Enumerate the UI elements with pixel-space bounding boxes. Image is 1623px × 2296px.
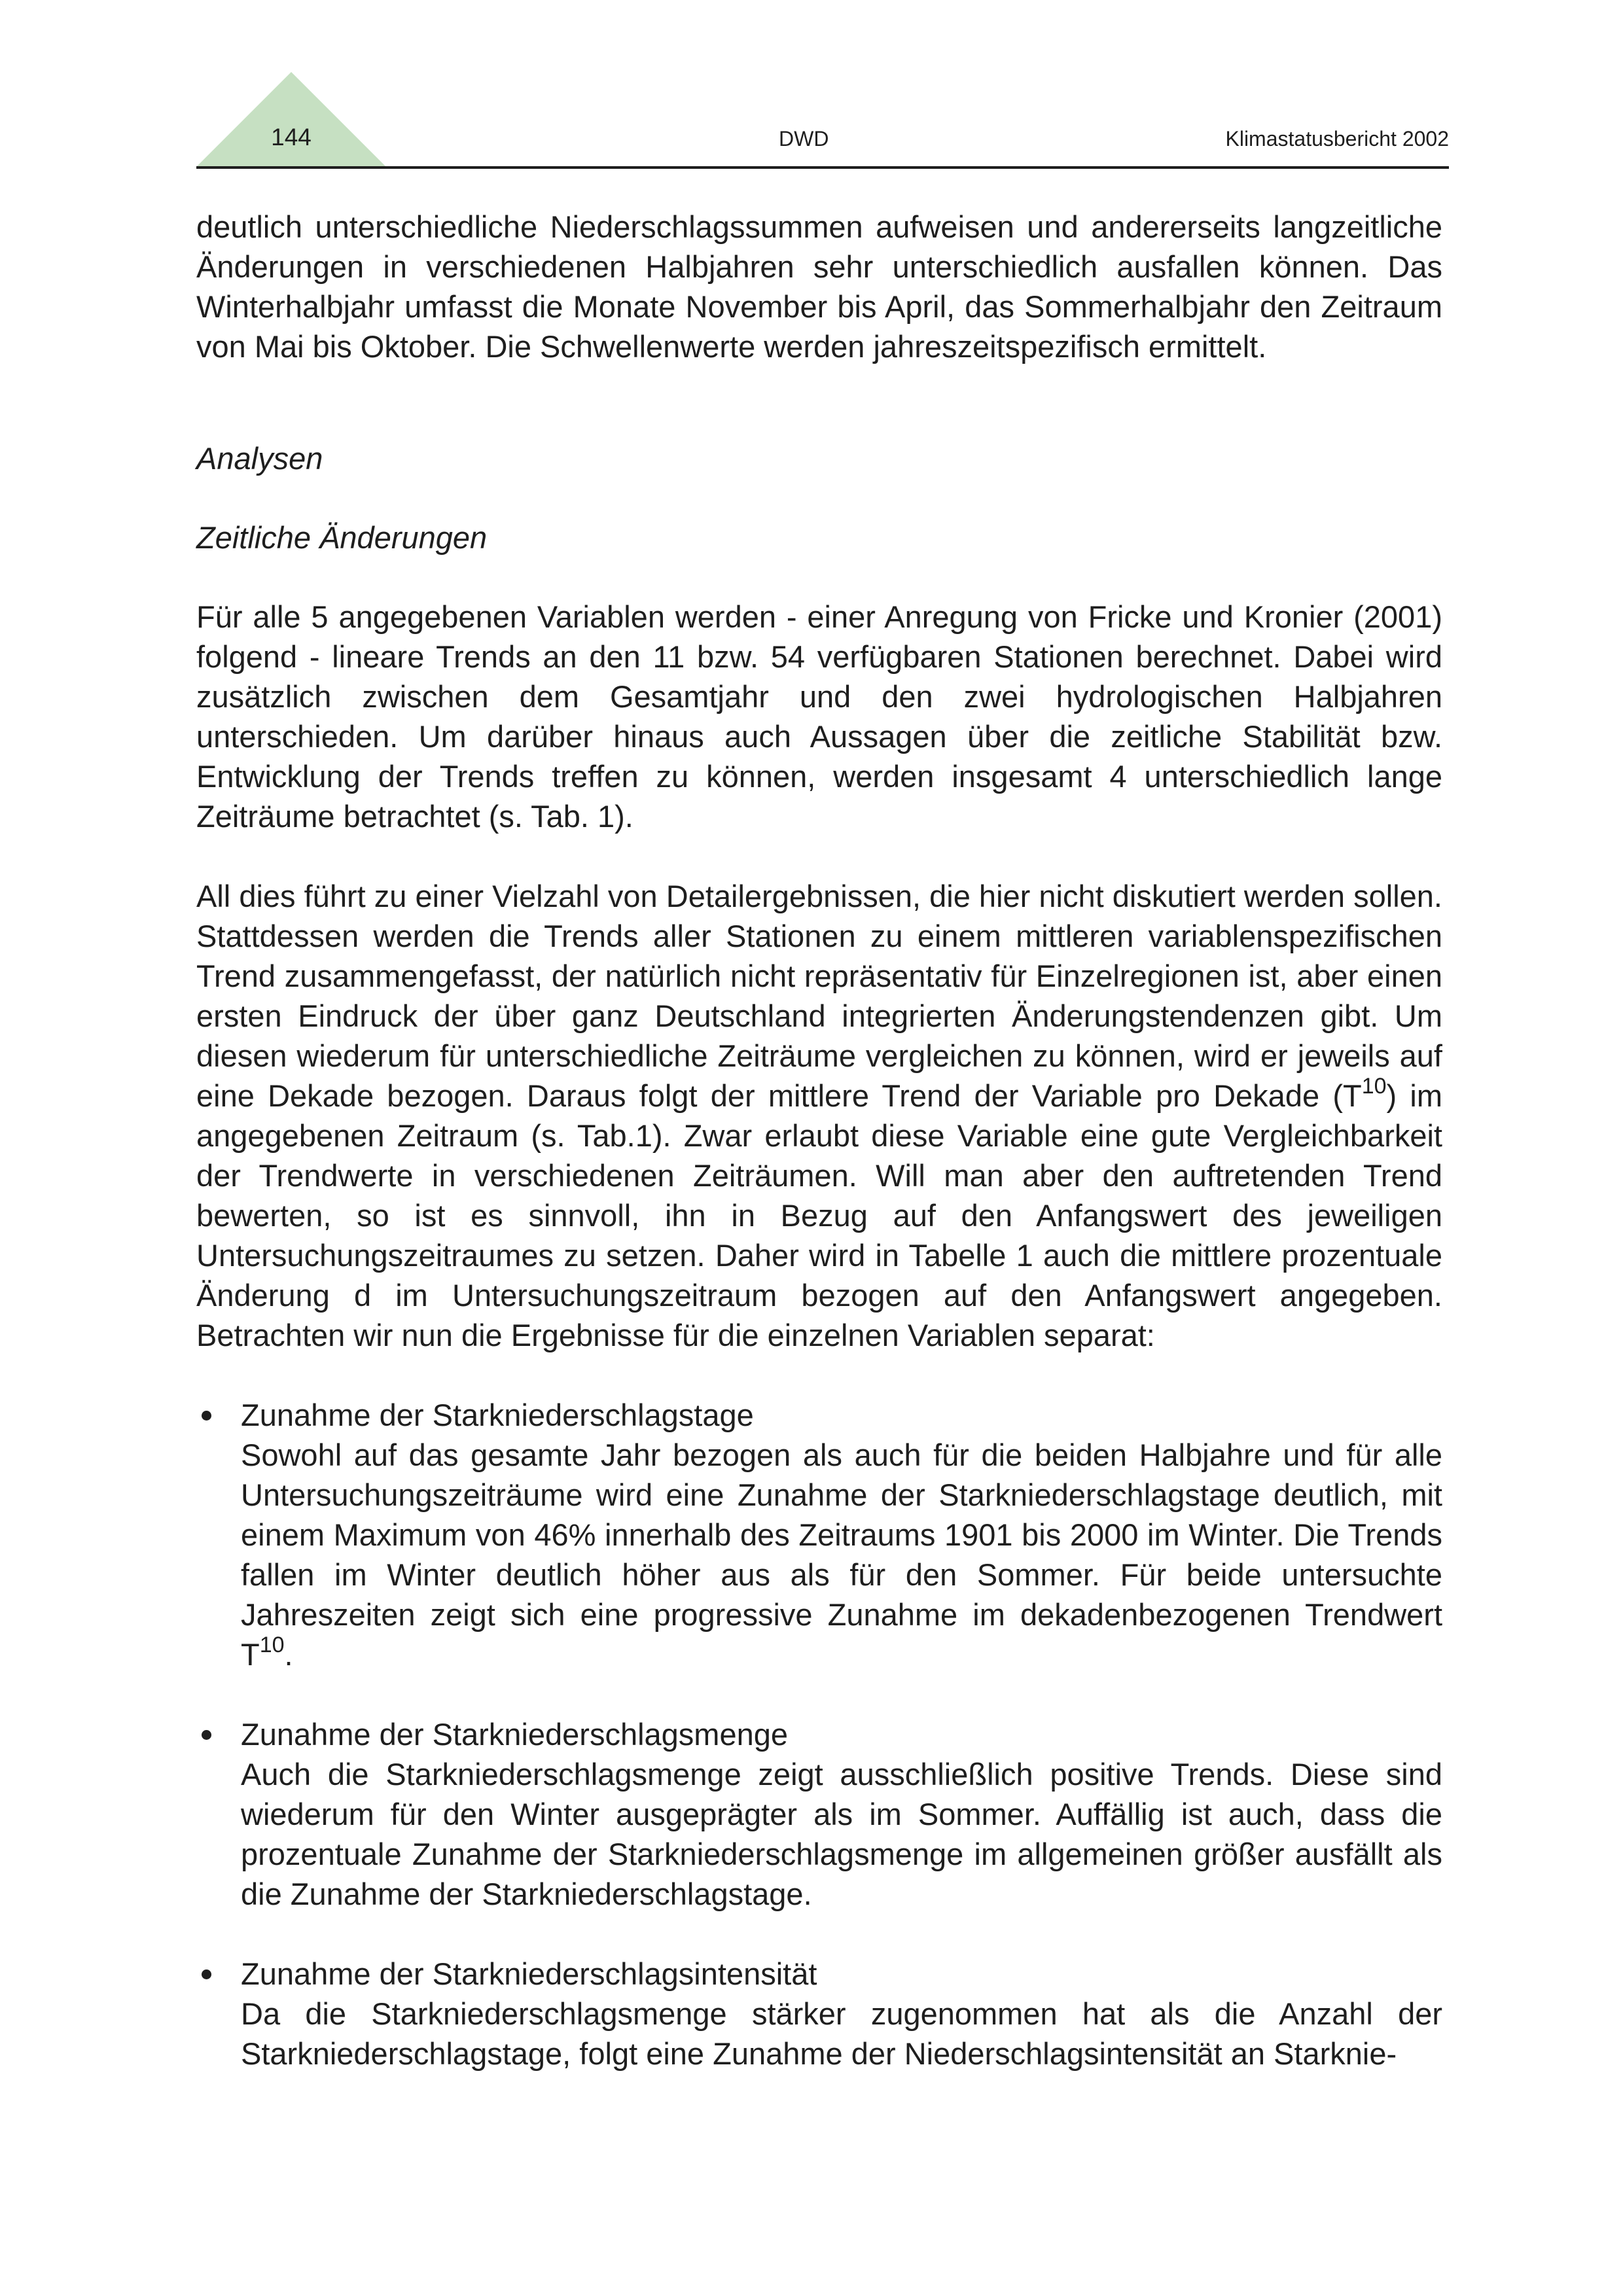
paragraph-results-part2: ) im angegebenen Zeitraum (s. Tab.1). Zwar erlaubt diese Variable eine gute Vergleichbarkeit der Trendwerte in verschiedenen Zeiträumen. Will man aber den auftretenden Trend bewerten, so ist es sinnvoll, ihn in Bezug auf den Anfangswert des jeweiligen Untersuchungszeitraumes zu setzen. Daher wird in Tabelle 1 auch die mittlere prozentuale Änderung d im Untersuchungszeitraum bezogen auf den Anfangswert angegeben. Betrachten wir nun die Ergebnisse für die einzelnen Variablen separat: [196,1078,1442,1352]
bullet-title: Zunahme der Starkniederschlagsintensität [241,1956,817,1991]
bullet-starkniederschlagstage [196,1395,1442,1674]
bullet-icon [202,1969,211,1979]
bullet-title: Zunahme der Starkniederschlagsmenge [241,1717,789,1752]
subsection-heading: Zeitliche Änderungen [196,520,488,555]
section-heading: Analysen [196,441,323,476]
bullet-starkniederschlagsmenge [196,1714,1442,1914]
superscript-10: 10 [259,1633,285,1657]
bullet-starkniederschlagsintensitaet [196,1954,1442,2074]
bullet-text-body: Sowohl auf das gesamte Jahr bezogen als auch für die beiden Halbjahre und für alle Untersuchungszeiträume wird eine Zunahme der Starkniederschlagstage deutlich, mit einem Maximum von 46% innerhalb des Zeitraums 1901 bis 2000 im Winter. Die Trends fallen im Winter deutlich höher aus als für den Sommer. Für beide untersuchte Jahreszeiten zeigt sich eine progressive Zunahme im dekadenbezogenen Trendwert T [241,1438,1442,1672]
intro-paragraph: deutlich unterschiedliche Niederschlagssummen aufweisen und andererseits langzeitliche Änderungen in verschiedenen Halbjahren sehr unterschiedlich ausfallen können. Das Winterhalbjahr umfasst die Monate November bis April, das Sommerhalbjahr den Zeitraum von Mai bis Oktober. Die Schwellenwerte werden jahreszeitspezifisch ermittelt. [196,209,1442,364]
page-number: 144 [271,124,312,150]
header-divider [196,166,1449,169]
bullet-icon [202,1730,211,1740]
header-publisher: DWD [779,127,829,150]
bullet-icon [202,1411,211,1421]
bullet-title: Zunahme der Starkniederschlagstage [241,1398,754,1432]
page-body [196,207,1442,2074]
bullet-text: Auch die Starkniederschlagsmenge zeigt ausschließlich positive Trends. Diese sind wiederum für den Winter ausgeprägter als im Sommer. Auffällig ist auch, dass die prozentuale Zunahme der Starkniederschlagsmenge im allgemeinen größer ausfällt als die Zunahme der Starkniederschlagstage. [241,1757,1442,1911]
bullet-text-suffix: . [284,1637,293,1672]
bullet-text: Da die Starkniederschlagsmenge stärker zugenommen hat als die Anzahl der Starkniederschlagstage, folgt eine Zunahme der Niederschlagsintensität an Starknie- [241,1996,1442,2071]
paragraph-results [196,876,1442,1355]
paragraph-results-part1: All dies führt zu einer Vielzahl von Detailergebnissen, die hier nicht diskutiert werden sollen. Stattdessen werden die Trends aller Stationen zu einem mittleren variablenspezifischen Trend zusammengefasst, der natürlich nicht repräsentativ für Einzelregionen ist, aber einen ersten Eindruck der über ganz Deutschland integrierten Änderungstendenzen gibt. Um diesen wiederum für unterschiedliche Zeiträume vergleichen zu können, wird er jeweils auf eine Dekade bezogen. Daraus folgt der mittlere Trend der Variable pro Dekade (T [196,879,1442,1113]
paragraph-trends: Für alle 5 angegebenen Variablen werden - einer Anregung von Fricke und Kronier (2001) folgend - lineare Trends an den 11 bzw. 54 verfügbaren Stationen berechnet. Dabei wird zusätzlich zwischen dem Gesamtjahr und den zwei hydrologischen Halbjahren unterschieden. Um darüber hinaus auch Aussagen über die zeitliche Stabilität bzw. Entwicklung der Trends treffen zu können, werden insgesamt 4 unterschiedlich lange Zeiträume betrachtet (s. Tab. 1). [196,599,1442,834]
bullet-text [241,1435,1442,1674]
superscript-10: 10 [1361,1074,1387,1099]
header-publication-title: Klimastatusbericht 2002 [1225,127,1449,150]
